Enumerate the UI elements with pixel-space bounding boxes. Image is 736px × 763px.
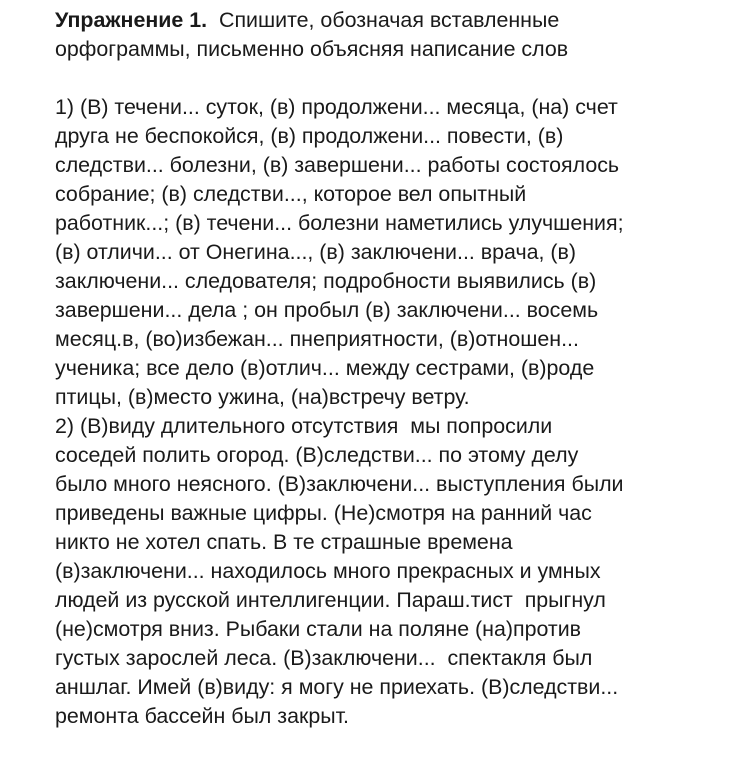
text-line: работник...; (в) течени... болезни наметились улучшения; <box>55 211 624 235</box>
text-line: людей из русской интеллигенции. Параш.тист прыгнул <box>55 588 606 612</box>
text-line: ученика; все дело (в)отлич... между сестрами, (в)роде <box>55 356 595 380</box>
text-line: заключени... следователя; подробности выявились (в) <box>55 269 597 293</box>
text-line: приведены важные цифры. (Не)смотря на ранний час <box>55 501 592 525</box>
text-line: месяц.в, (во)избежан... пнеприятности, (в)отношен... <box>55 327 579 351</box>
text-line: 2) (В)виду длительного отсутствия мы попросили <box>55 414 553 438</box>
text-line: (в) отличи... от Онегина..., (в) заключени... врача, (в) <box>55 240 576 264</box>
text-line: друга не беспокойся, (в) продолжени... повести, (в) <box>55 124 564 148</box>
text-line: было много неясного. (В)заключени... выступления были <box>55 472 624 496</box>
text-line: (в)заключени... находилось много прекрасных и умных <box>55 559 601 583</box>
text-line: 1) (В) течени... суток, (в) продолжени... месяца, (на) счет <box>55 95 618 119</box>
text-line: завершени... дела ; он пробыл (в) заключени... восемь <box>55 298 599 322</box>
text-line: соседей полить огород. (В)следстви... по этому делу <box>55 443 579 467</box>
text-line: следстви... болезни, (в) завершени... работы состоялось <box>55 153 620 177</box>
exercise-document <box>55 6 727 731</box>
exercise-instruction-part-2: орфограммы, письменно объясняя написание слов <box>55 37 569 61</box>
text-line: густых зарослей леса. (В)заключени... спектакля был <box>55 646 593 670</box>
text-line: ремонта бассейн был закрыт. <box>55 704 350 728</box>
exercise-heading-line-1 <box>55 6 727 35</box>
exercise-number: Упражнение 1. <box>55 8 208 32</box>
paragraph-gap <box>55 64 727 93</box>
text-line: никто не хотел спать. В те страшные времена <box>55 530 513 554</box>
text-line: птицы, (в)место ужина, (на)встречу ветру. <box>55 385 470 409</box>
text-line: собрание; (в) следстви..., которое вел опытный <box>55 182 527 206</box>
exercise-instruction-part-1: Спишите, обозначая вставленные <box>207 8 560 32</box>
text-line: (не)смотря вниз. Рыбаки стали на поляне (на)против <box>55 617 582 641</box>
text-line: аншлаг. Имей (в)виду: я могу не приехать. (В)следстви... <box>55 675 619 699</box>
